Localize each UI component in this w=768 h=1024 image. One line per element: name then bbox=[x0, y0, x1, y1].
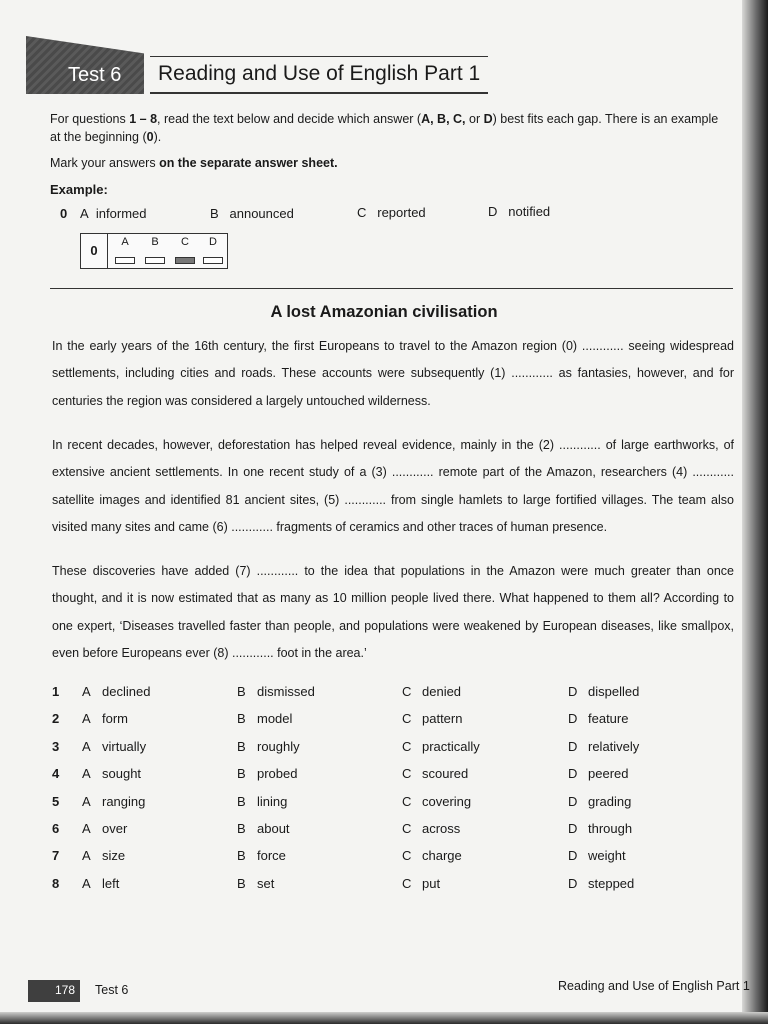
instructions bbox=[50, 110, 740, 146]
question-row bbox=[52, 711, 732, 731]
answer-grid-letter: A bbox=[121, 236, 129, 248]
question-row bbox=[52, 848, 732, 868]
option-a: declined bbox=[102, 684, 151, 699]
option-d: grading bbox=[588, 793, 632, 809]
header-rule-top bbox=[150, 56, 488, 57]
option-a: ranging bbox=[102, 793, 146, 809]
answer-slot-b bbox=[145, 257, 165, 264]
option-letter-b: B bbox=[237, 766, 246, 782]
option-letter-c: C bbox=[402, 711, 412, 727]
option-c: charge bbox=[422, 848, 462, 864]
question-row bbox=[52, 794, 732, 814]
option-b: model bbox=[257, 711, 293, 727]
option-letter-c: C bbox=[402, 821, 412, 836]
option-b: about bbox=[257, 821, 290, 836]
instr-text: at the beginning ( bbox=[50, 130, 147, 144]
instr-text: For questions bbox=[50, 112, 130, 126]
option-c: across bbox=[422, 821, 461, 836]
footer-test-label: Test 6 bbox=[95, 983, 129, 997]
option-word: announced bbox=[229, 206, 294, 221]
question-row bbox=[52, 766, 732, 786]
article-paragraph-2: In recent decades, however, deforestation has helped reveal evidence, mainly in the (2) ............ of large earthworks, of extensive ancient settlements. In one recent study of a (3) ............ remote part of the Amazon, researchers (4) ............ satellite images and identified 81 ancient sites, (5) ............ from single hamlets to large fortified villages. The team also visited many sites and came (6) ............ fragments of ceramics and other traces of human presence. bbox=[52, 438, 734, 534]
option-letter-b: B bbox=[237, 684, 246, 699]
option-letter-c: C bbox=[402, 738, 412, 754]
option-d: dispelled bbox=[588, 684, 640, 699]
option-d: relatively bbox=[588, 738, 640, 754]
page-bottom-edge bbox=[0, 1012, 768, 1024]
option-d: peered bbox=[588, 766, 629, 782]
option-letter-a: A bbox=[82, 766, 91, 782]
instr-text: ). bbox=[153, 130, 162, 144]
question-row bbox=[52, 876, 732, 896]
question-number: 4 bbox=[52, 766, 60, 782]
option-letter-c: C bbox=[402, 766, 412, 782]
option-letter: C bbox=[357, 205, 367, 220]
question-number: 8 bbox=[52, 875, 60, 891]
option-letter-d: D bbox=[568, 738, 578, 754]
test-tab-label: Test 6 bbox=[68, 64, 122, 86]
instr-letter-d: D bbox=[483, 112, 493, 126]
option-letter-b: B bbox=[237, 875, 246, 891]
option-b: roughly bbox=[257, 738, 300, 754]
option-c: pattern bbox=[422, 711, 463, 727]
page-title: Reading and Use of English Part 1 bbox=[158, 62, 481, 85]
answer-grid-letter: D bbox=[209, 236, 217, 248]
option-b: dismissed bbox=[257, 684, 315, 699]
instr-text: ) best fits each gap. There is an example bbox=[492, 112, 719, 126]
option-b: lining bbox=[257, 793, 288, 809]
option-letter-d: D bbox=[568, 766, 578, 782]
answer-slot-d bbox=[203, 257, 223, 264]
option-a: left bbox=[102, 875, 120, 891]
option-letter-c: C bbox=[402, 793, 412, 809]
option-word: informed bbox=[95, 206, 147, 221]
option-d: feature bbox=[588, 711, 629, 727]
question-number: 5 bbox=[52, 793, 60, 809]
question-number: 2 bbox=[52, 711, 60, 727]
answer-grid-number: 0 bbox=[81, 234, 108, 268]
example-option-d bbox=[488, 204, 550, 219]
instr-answer-sheet: on the separate answer sheet. bbox=[159, 156, 338, 170]
option-c: covering bbox=[422, 793, 472, 809]
example-label: Example: bbox=[50, 182, 108, 197]
option-letter-d: D bbox=[568, 821, 578, 836]
option-letter-b: B bbox=[237, 848, 246, 864]
question-row bbox=[52, 821, 732, 841]
footer-section-label: Reading and Use of English Part 1 bbox=[558, 979, 750, 993]
option-d: stepped bbox=[588, 875, 635, 891]
option-letter-b: B bbox=[237, 711, 246, 727]
option-letter-a: A bbox=[82, 793, 91, 809]
option-a: sought bbox=[102, 766, 142, 782]
option-d: weight bbox=[588, 848, 626, 864]
page-number: 178 bbox=[55, 983, 76, 997]
answer-grid-letter: B bbox=[151, 236, 159, 248]
question-row bbox=[52, 739, 732, 759]
question-number: 3 bbox=[52, 738, 60, 754]
option-letter-c: C bbox=[402, 875, 412, 891]
example-option-a bbox=[80, 206, 146, 221]
article-paragraph-3: These discoveries have added (7) ............ to the idea that populations in the Amazon were much greater than once thought, and it is now estimated that as many as 10 million people lived there. What happened to them all? According to one expert, ‘Diseases travelled faster than people, and populations were weakened by European diseases, like smallpox, even before Europeans ever (8) ............ foot in the area.’ bbox=[52, 564, 734, 660]
option-letter-a: A bbox=[82, 821, 91, 836]
instr-question-range: 1 – 8 bbox=[129, 112, 158, 126]
option-a: form bbox=[102, 711, 128, 727]
article-title: A lost Amazonian civilisation bbox=[270, 303, 498, 321]
option-letter: A bbox=[80, 206, 89, 221]
option-a: virtually bbox=[102, 738, 147, 754]
option-word: notified bbox=[508, 204, 551, 219]
option-b: set bbox=[257, 875, 275, 891]
instr-text: or bbox=[465, 112, 484, 126]
option-letter-a: A bbox=[82, 848, 91, 864]
option-letter-a: A bbox=[82, 684, 91, 699]
option-letter-d: D bbox=[568, 875, 578, 891]
option-b: probed bbox=[257, 766, 298, 782]
section-divider bbox=[50, 288, 733, 289]
option-letter-c: C bbox=[402, 684, 412, 699]
option-letter-d: D bbox=[568, 684, 578, 699]
option-letter-c: C bbox=[402, 848, 412, 864]
answer-slot-c-selected bbox=[175, 257, 195, 264]
instr-text: , read the text below and decide which answer ( bbox=[157, 112, 422, 126]
question-number: 7 bbox=[52, 848, 60, 864]
option-d: through bbox=[588, 821, 633, 836]
option-letter-b: B bbox=[237, 793, 246, 809]
instr-text: Mark your answers bbox=[50, 156, 160, 170]
option-c: put bbox=[422, 875, 441, 891]
option-b: force bbox=[257, 848, 286, 864]
option-letter-a: A bbox=[82, 711, 91, 727]
option-c: practically bbox=[422, 738, 480, 754]
question-row bbox=[52, 684, 732, 704]
header-rule-bottom bbox=[150, 92, 488, 94]
option-letter-b: B bbox=[237, 821, 246, 836]
page-edge-shadow bbox=[742, 0, 768, 1024]
answer-grid-letter: C bbox=[181, 236, 189, 248]
answer-slot-a bbox=[115, 257, 135, 264]
option-letter-a: A bbox=[82, 875, 91, 891]
article-paragraph-1: In the early years of the 16th century, the first Europeans to travel to the Amazon region (0) ............ seeing widespread settlements, including cities and roads. These accounts were subsequently (1) ............ as fantasies, however, and for centuries the region was considered a largely untouched wilderness. bbox=[52, 339, 734, 408]
option-a: over bbox=[102, 821, 128, 836]
option-letter-a: A bbox=[82, 738, 91, 754]
example-option-b bbox=[210, 206, 294, 221]
option-letter: D bbox=[488, 204, 498, 219]
option-letter-d: D bbox=[568, 848, 578, 864]
answer-sheet-note bbox=[50, 154, 740, 172]
option-word: reported bbox=[377, 205, 426, 220]
option-letter: B bbox=[210, 206, 219, 221]
option-letter-d: D bbox=[568, 711, 578, 727]
option-a: size bbox=[102, 848, 126, 864]
question-number: 6 bbox=[52, 821, 60, 836]
option-c: scoured bbox=[422, 766, 469, 782]
example-number: 0 bbox=[60, 206, 68, 221]
example-option-c bbox=[357, 205, 426, 220]
question-number: 1 bbox=[52, 684, 60, 699]
option-letter-b: B bbox=[237, 738, 246, 754]
option-letter-d: D bbox=[568, 793, 578, 809]
example-answer-grid bbox=[80, 233, 228, 269]
instr-example-num: 0 bbox=[146, 130, 154, 144]
option-c: denied bbox=[422, 684, 462, 699]
instr-letters: A, B, C, bbox=[421, 112, 466, 126]
